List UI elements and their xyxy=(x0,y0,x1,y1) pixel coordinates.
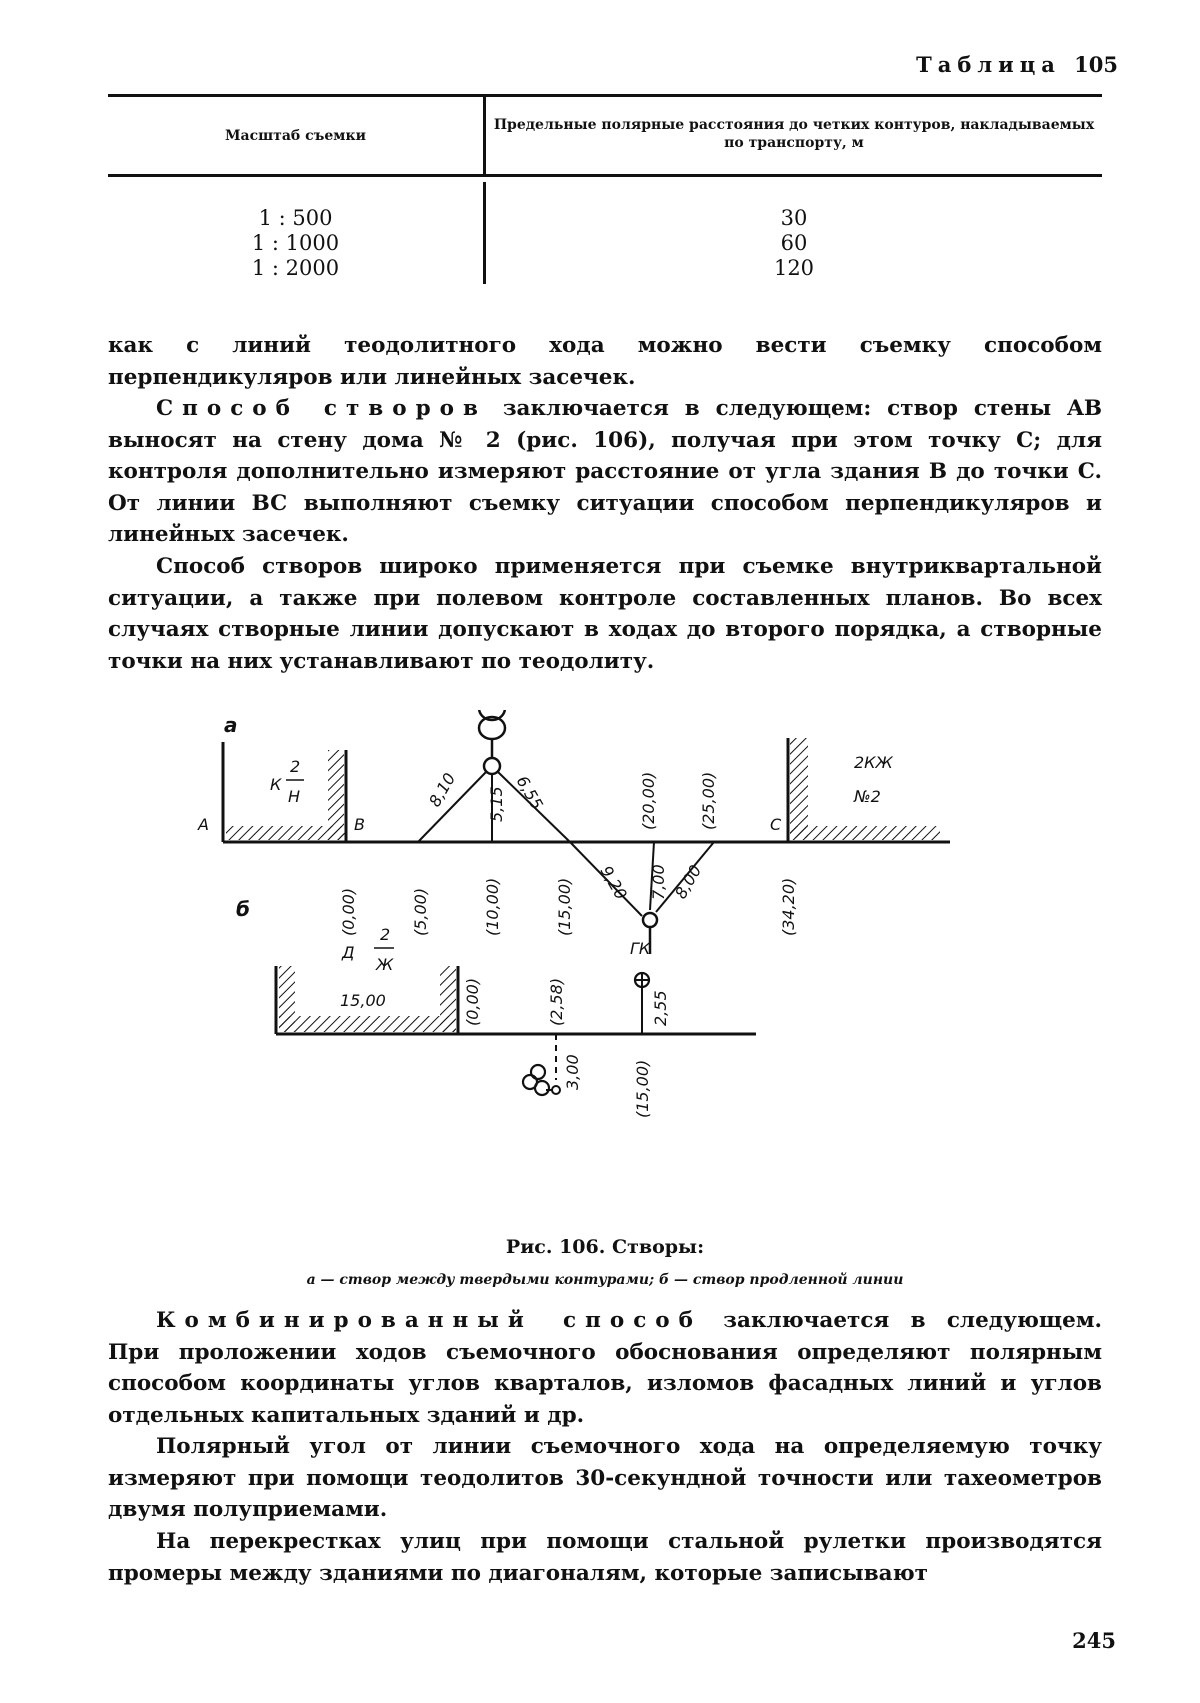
chainage-below: (10,00) xyxy=(483,877,502,936)
paragraph-combined-method xyxy=(108,1305,1102,1431)
point-b: B xyxy=(354,815,365,834)
chainage-below: (15,00) xyxy=(555,877,574,936)
figure-caption: Рис. 106. Створы: xyxy=(505,1236,705,1258)
page-number: 245 xyxy=(1072,1628,1116,1653)
figure-subcaption: а — створ между твердыми контурами; б — створ продленной линии xyxy=(306,1272,904,1288)
table-column-scale xyxy=(108,206,483,281)
table-number: 105 xyxy=(1074,52,1118,77)
chainage-below-b: (15,00) xyxy=(633,1059,652,1118)
building-left-fraction-den: Н xyxy=(288,787,301,806)
table-cell: 1 : 1000 xyxy=(251,231,340,255)
table-cell: 1 : 500 xyxy=(258,206,333,230)
paragraph-text: заключается в следующем. При проложении ходов съемочного обоснования определяют полярным способом координаты углов кварталов, изломов фасадных линий и углов отдельных капитальных зданий и др. xyxy=(108,1308,1103,1428)
chainage-above: (20,00) xyxy=(639,771,658,830)
paragraph-continuation: как с линий теодолитного хода можно вести съемку способом перпендикуляров или линейных засечек. xyxy=(108,333,1102,390)
table-header-distance: Предельные полярные расстояния до четких контуров, накладываемых по транспорту, м xyxy=(493,117,1095,151)
bush-icon xyxy=(523,1065,560,1095)
figure-106 xyxy=(190,710,1030,1230)
point-a: A xyxy=(198,815,209,834)
paragraph-text: заключается в следующем: створ стены AB выносят на стену дома № 2 (рис. 106), получая при этом точку C; для контроля дополнительно измеряют расстояние от угла здания B до точки C. От линии BC выполняют съемку ситуации способом перпендикуляров и линейных засечек. xyxy=(108,396,1102,547)
panel-b-label: б xyxy=(236,897,250,921)
paragraph-polar-angle: Полярный угол от линии съемочного хода на определяемую точку измеряют при помощи теодолитов 30-секундной точности или тахеометров двумя полуприемами. xyxy=(108,1434,1102,1522)
tie-tree-2: 5,15 xyxy=(487,786,506,822)
paragraph-ranging-method xyxy=(108,393,1102,551)
table-cell: 1 : 2000 xyxy=(251,256,340,280)
chainage-below: (5,00) xyxy=(411,887,430,936)
table-cell: 30 xyxy=(780,206,808,230)
building-right-code: 2КЖ xyxy=(854,753,893,772)
chainage-below: (34,20) xyxy=(779,877,798,936)
tie-post-2: 7,00 xyxy=(649,864,668,900)
figure-drawing xyxy=(190,710,1030,1230)
chainage-below: (0,00) xyxy=(339,887,358,936)
table-header-scale: Масштаб съемки xyxy=(225,128,366,144)
building-left-code: К xyxy=(270,775,282,794)
paragraph-intersections: На перекрестках улиц при помощи стальной рулетки производятся промеры между зданиями по диагоналям, которые записывают xyxy=(108,1529,1102,1586)
panel-a-label: а xyxy=(224,713,238,737)
building-left-fraction-num: 2 xyxy=(290,757,301,776)
offset-bush: 3,00 xyxy=(563,1054,582,1090)
building-left xyxy=(223,742,346,842)
term-combined-method: Комбинированный способ xyxy=(156,1308,702,1333)
term-ranging-method: Способ створов xyxy=(156,396,487,421)
table-cell: 60 xyxy=(780,231,808,255)
tie-tree-1: 8,10 xyxy=(425,769,460,810)
building-bottom-fraction-den: Ж xyxy=(376,955,394,974)
chainage-above-b: (2,58) xyxy=(547,977,566,1026)
building-bottom-code: Д xyxy=(342,943,355,962)
building-bottom-length: 15,00 xyxy=(340,991,386,1010)
building-right-number: №2 xyxy=(854,787,881,806)
building-bottom-fraction-num: 2 xyxy=(380,925,391,944)
table-header-rule xyxy=(108,174,1102,177)
tie-post-3: 8,00 xyxy=(671,861,706,902)
table-top-rule xyxy=(108,94,1102,97)
table-column-distance xyxy=(486,206,1102,281)
chainage-above: (25,00) xyxy=(699,771,718,830)
tie-post-1: 9,20 xyxy=(596,862,631,903)
tree-icon xyxy=(479,710,505,774)
paragraph-ranging-usage: Способ створов широко применяется при съемке внутриквартальной ситуации, а также при полевом контроле составленных планов. Во всех случаях створные линии допускают в ходах до второго порядка, а створные точки на них устанавливают по теодолиту. xyxy=(108,554,1102,674)
point-c: C xyxy=(770,815,782,834)
geodetic-marker-label: ГК xyxy=(630,939,651,958)
offset-marker: 2,55 xyxy=(651,990,670,1026)
chainage-above-b: (0,00) xyxy=(463,977,482,1026)
table-cell: 120 xyxy=(773,256,815,280)
tie-tree-3: 6,55 xyxy=(512,772,547,813)
table-caption xyxy=(916,52,1118,77)
geodetic-marker-icon xyxy=(635,973,649,1034)
table-caption-word: Таблица xyxy=(916,52,1061,77)
